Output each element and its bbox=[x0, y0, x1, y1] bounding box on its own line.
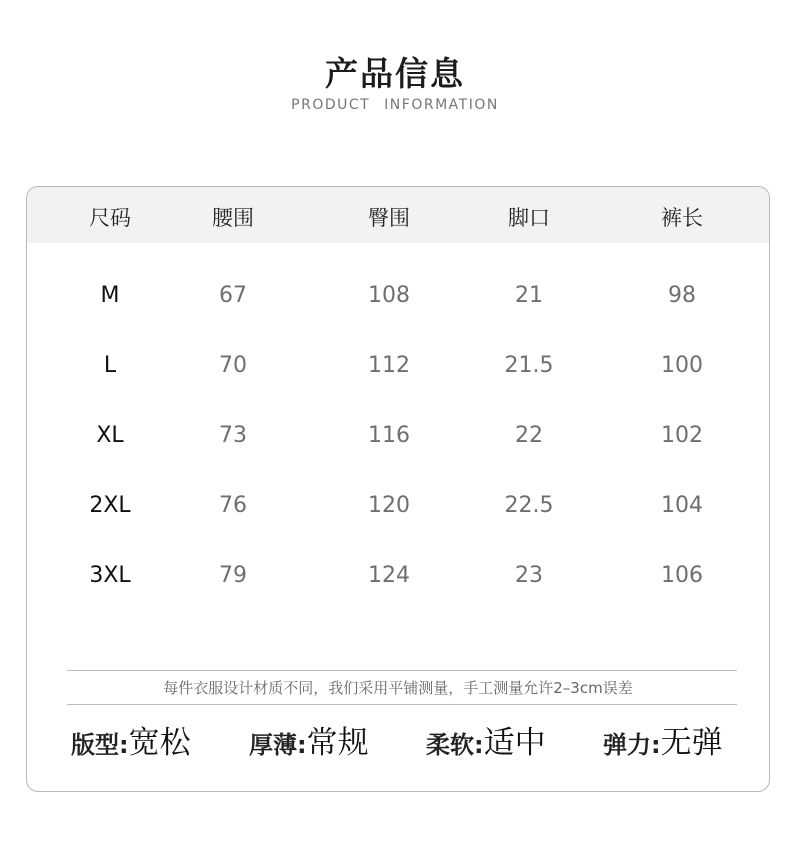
table-cell-leg-opening: 22 bbox=[515, 423, 543, 448]
table-cell-length: 102 bbox=[661, 423, 703, 448]
column-header-hip: 臀围 bbox=[368, 206, 410, 230]
page-subtitle: PRODUCT INFORMATION bbox=[291, 97, 499, 113]
attribute-thickness-value: 常规 bbox=[306, 725, 369, 761]
attribute-softness bbox=[426, 717, 546, 762]
column-header-leg-opening: 脚口 bbox=[508, 206, 550, 230]
attribute-softness-label: 柔软: bbox=[426, 731, 484, 759]
attribute-softness-value: 适中 bbox=[483, 725, 546, 761]
column-header-waist: 腰围 bbox=[212, 206, 254, 230]
table-cell-leg-opening: 23 bbox=[515, 563, 543, 588]
table-cell-waist: 79 bbox=[219, 563, 247, 588]
attribute-thickness bbox=[249, 717, 369, 762]
table-cell-leg-opening: 21 bbox=[515, 283, 543, 308]
table-cell-hip: 124 bbox=[368, 563, 410, 588]
attribute-thickness-label: 厚薄: bbox=[249, 731, 307, 759]
table-cell-waist: 73 bbox=[219, 423, 247, 448]
table-cell-size: L bbox=[103, 353, 117, 378]
page-title: 产品信息 bbox=[325, 54, 465, 93]
attribute-fit-value: 宽松 bbox=[128, 725, 191, 761]
column-header-size: 尺码 bbox=[89, 206, 131, 230]
table-cell-size: 3XL bbox=[89, 563, 131, 588]
attribute-elasticity bbox=[603, 717, 723, 762]
table-cell-waist: 70 bbox=[219, 353, 247, 378]
table-cell-hip: 108 bbox=[368, 283, 410, 308]
note-divider-top bbox=[67, 670, 737, 671]
table-cell-size: XL bbox=[96, 423, 124, 448]
column-header-length: 裤长 bbox=[661, 206, 703, 230]
table-cell-hip: 112 bbox=[368, 353, 410, 378]
table-cell-hip: 120 bbox=[368, 493, 410, 518]
table-cell-size: 2XL bbox=[89, 493, 131, 518]
size-table-card bbox=[26, 186, 770, 792]
attribute-fit bbox=[71, 717, 191, 762]
table-cell-leg-opening: 22.5 bbox=[504, 493, 554, 518]
table-cell-waist: 76 bbox=[219, 493, 247, 518]
table-cell-length: 98 bbox=[668, 283, 696, 308]
table-cell-length: 100 bbox=[661, 353, 703, 378]
table-cell-length: 104 bbox=[661, 493, 703, 518]
table-cell-length: 106 bbox=[661, 563, 703, 588]
attribute-elasticity-value: 无弹 bbox=[660, 725, 723, 761]
table-cell-leg-opening: 21.5 bbox=[504, 353, 554, 378]
note-divider-bottom bbox=[67, 704, 737, 705]
measurement-note: 每件衣服设计材质不同，我们采用平铺测量，手工测量允许2–3cm误差 bbox=[163, 679, 633, 697]
attribute-elasticity-label: 弹力: bbox=[603, 731, 661, 759]
table-cell-waist: 67 bbox=[219, 283, 247, 308]
table-cell-size: M bbox=[100, 283, 120, 308]
attribute-fit-label: 版型: bbox=[71, 731, 129, 759]
table-cell-hip: 116 bbox=[368, 423, 410, 448]
